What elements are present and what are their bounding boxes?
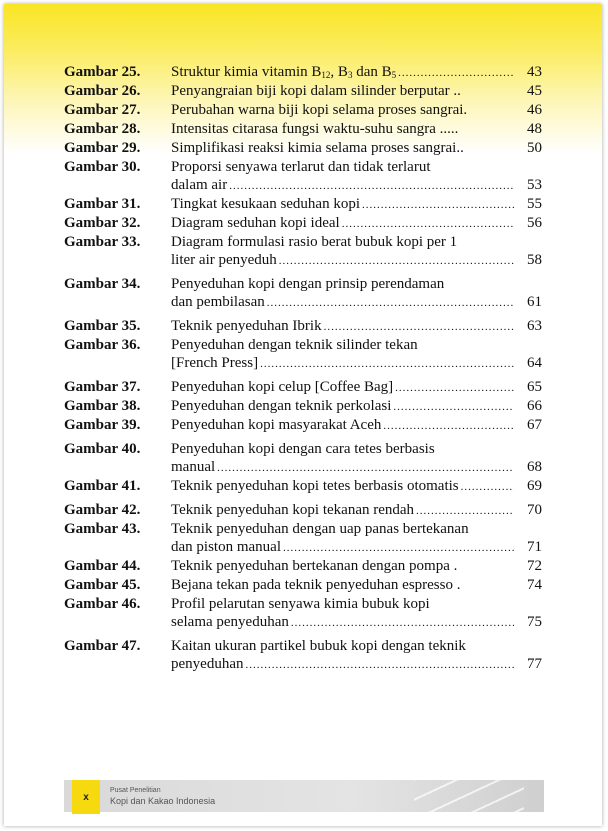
toc-entry[interactable] <box>64 139 542 158</box>
figure-caption <box>171 557 542 576</box>
caption-text: Simplifikasi reaksi kimia selama proses sangrai.. <box>171 140 464 156</box>
caption-line <box>171 501 542 520</box>
caption-text: Penyeduhan kopi dengan cara tetes berbasis <box>171 441 435 457</box>
caption-line <box>171 195 542 214</box>
publisher-line-2: Kopi dan Kakao Indonesia <box>110 796 216 806</box>
figure-label: Gambar 43. <box>64 521 141 537</box>
figure-label: Gambar 34. <box>64 276 141 292</box>
figure-caption <box>171 595 542 632</box>
page-ref: 53 <box>527 177 542 193</box>
page-ref: 67 <box>527 417 542 433</box>
dot-leader <box>324 318 514 336</box>
figure-label: Gambar 26. <box>64 83 141 99</box>
page-ref: 58 <box>527 252 542 268</box>
figure-label: Gambar 29. <box>64 140 141 156</box>
dot-leader <box>383 417 514 435</box>
page-ref: 48 <box>527 121 542 137</box>
toc-entry[interactable] <box>64 576 542 595</box>
caption-line <box>171 416 542 435</box>
caption-line <box>171 557 542 576</box>
page-ref: 69 <box>527 478 542 494</box>
toc-entry[interactable] <box>64 317 542 336</box>
page-ref: 68 <box>527 459 542 475</box>
figure-caption <box>171 637 542 674</box>
caption-line <box>171 293 542 312</box>
figure-caption <box>171 378 542 397</box>
caption-line <box>171 520 542 538</box>
caption-text: Diagram formulasi rasio berat bubuk kopi per 1 <box>171 234 458 250</box>
figure-caption <box>171 397 542 416</box>
caption-text: Proporsi senyawa terlarut dan tidak terlarut <box>171 159 431 175</box>
toc-entry[interactable] <box>64 477 542 496</box>
caption-text: manual <box>171 459 216 475</box>
page-ref: 72 <box>527 558 542 574</box>
figure-caption <box>171 317 542 336</box>
caption-text: Tingkat kesukaan seduhan kopi <box>171 196 361 212</box>
page-ref: 45 <box>527 83 542 99</box>
caption-line <box>171 214 542 233</box>
figure-label: Gambar 36. <box>64 337 141 353</box>
figure-label: Gambar 31. <box>64 196 141 212</box>
caption-text: dan pembilasan <box>171 294 265 310</box>
caption-line <box>171 158 542 176</box>
dot-leader <box>245 656 514 674</box>
caption-text: Penyeduhan kopi masyarakat Aceh <box>171 417 382 433</box>
toc-entry[interactable] <box>64 214 542 233</box>
figure-label: Gambar 40. <box>64 441 141 457</box>
caption-line <box>171 378 542 397</box>
caption-line <box>171 63 542 82</box>
caption-text: liter air penyeduh <box>171 252 277 268</box>
caption-line <box>171 613 542 632</box>
toc-entry[interactable] <box>64 158 542 195</box>
figure-caption <box>171 120 542 139</box>
caption-line <box>171 139 542 158</box>
caption-text: Penyeduhan dengan teknik perkolasi <box>171 398 392 414</box>
toc-entry[interactable] <box>64 101 542 120</box>
caption-text: Kaitan ukuran partikel bubuk kopi dengan teknik <box>171 638 466 654</box>
caption-line <box>171 120 542 139</box>
caption-line <box>171 440 542 458</box>
caption-text: Penyeduhan dengan teknik silinder tekan <box>171 337 418 353</box>
dot-leader <box>291 614 514 632</box>
caption-line <box>171 82 542 101</box>
page-ref: 65 <box>527 379 542 395</box>
figure-caption <box>171 440 542 477</box>
caption-text: Diagram seduhan kopi ideal <box>171 215 340 231</box>
toc-entry[interactable] <box>64 120 542 139</box>
figure-caption <box>171 416 542 435</box>
caption-text: Penyeduhan kopi celup [Coffee Bag] <box>171 379 394 395</box>
figure-caption <box>171 158 542 195</box>
page-ref: 43 <box>527 64 542 80</box>
dot-leader <box>279 252 514 270</box>
figure-caption <box>171 82 542 101</box>
dot-leader <box>395 379 514 397</box>
dot-leader <box>362 196 514 214</box>
dot-leader <box>267 294 514 312</box>
caption-text <box>171 63 396 81</box>
dot-leader <box>217 459 514 477</box>
page-ref: 77 <box>527 656 542 672</box>
figure-label: Gambar 28. <box>64 121 141 137</box>
page-ref: 61 <box>527 294 542 310</box>
figure-caption <box>171 477 542 496</box>
figure-label: Gambar 42. <box>64 502 141 518</box>
caption-text: Penyangraian biji kopi dalam silinder berputar .. <box>171 83 461 99</box>
publisher-label <box>110 786 215 806</box>
caption-text-part: dan B <box>352 64 392 80</box>
caption-text: Profil pelarutan senyawa kimia bubuk kopi <box>171 596 430 612</box>
caption-text-part: , B <box>330 64 348 80</box>
caption-text: dalam air <box>171 177 228 193</box>
page-ref: 74 <box>527 577 542 593</box>
figure-caption <box>171 501 542 520</box>
page-ref: 50 <box>527 140 542 156</box>
caption-text: selama penyeduhan <box>171 614 289 630</box>
page-ref: 75 <box>527 614 542 630</box>
figure-caption <box>171 195 542 214</box>
page-number: x <box>72 780 100 814</box>
figure-label: Gambar 37. <box>64 379 141 395</box>
figure-label: Gambar 33. <box>64 234 141 250</box>
caption-line <box>171 336 542 354</box>
figure-caption <box>171 520 542 557</box>
toc-entry[interactable] <box>64 520 542 557</box>
toc-entry[interactable] <box>64 501 542 520</box>
caption-text: dan piston manual <box>171 539 281 555</box>
caption-text: Bejana tekan pada teknik penyeduhan espresso . <box>171 577 461 593</box>
figure-label: Gambar 39. <box>64 417 141 433</box>
toc-entry[interactable] <box>64 397 542 416</box>
caption-line <box>171 595 542 613</box>
caption-line <box>171 655 542 674</box>
caption-text: Teknik penyeduhan dengan uap panas bertekanan <box>171 521 469 537</box>
caption-text: Intensitas citarasa fungsi waktu-suhu sangra ..... <box>171 121 459 137</box>
caption-line <box>171 354 542 373</box>
toc-entry[interactable] <box>64 275 542 312</box>
caption-text: Teknik penyeduhan kopi tetes berbasis otomatis <box>171 478 459 494</box>
table-of-figures <box>64 63 542 674</box>
figure-label: Gambar 47. <box>64 638 141 654</box>
subscript: 3 <box>347 70 353 80</box>
figure-label: Gambar 32. <box>64 215 141 231</box>
toc-entry[interactable] <box>64 336 542 373</box>
figure-caption <box>171 101 542 120</box>
dot-leader <box>393 398 514 416</box>
figure-caption <box>171 336 542 373</box>
figure-caption <box>171 576 542 595</box>
figure-caption <box>171 233 542 270</box>
figure-label: Gambar 46. <box>64 596 141 612</box>
figure-caption <box>171 214 542 233</box>
figure-caption <box>171 63 542 82</box>
dot-leader <box>398 64 514 82</box>
caption-text: Perubahan warna biji kopi selama proses sangrai. <box>171 102 468 118</box>
caption-text: [French Press] <box>171 355 259 371</box>
figure-label: Gambar 25. <box>64 64 141 80</box>
caption-line <box>171 458 542 477</box>
figure-caption <box>171 139 542 158</box>
toc-entry[interactable] <box>64 595 542 632</box>
toc-entry[interactable] <box>64 195 542 214</box>
caption-text: Teknik penyeduhan Ibrik <box>171 318 322 334</box>
caption-line <box>171 317 542 336</box>
caption-line <box>171 477 542 496</box>
subscript: 12 <box>321 70 331 80</box>
figure-label: Gambar 35. <box>64 318 141 334</box>
publisher-line-1: Pusat Penelitian <box>110 787 161 794</box>
figure-label: Gambar 41. <box>64 478 141 494</box>
dot-leader <box>461 478 514 496</box>
page-ref: 63 <box>527 318 542 334</box>
footer-decoration <box>414 780 524 812</box>
figure-label: Gambar 38. <box>64 398 141 414</box>
toc-entry[interactable] <box>64 416 542 435</box>
page-ref: 71 <box>527 539 542 555</box>
toc-entry[interactable] <box>64 637 542 674</box>
figure-label: Gambar 27. <box>64 102 141 118</box>
figure-label: Gambar 30. <box>64 159 141 175</box>
caption-line <box>171 233 542 251</box>
figure-label: Gambar 45. <box>64 577 141 593</box>
caption-line <box>171 176 542 195</box>
caption-line <box>171 275 542 293</box>
subscript: 5 <box>391 70 397 80</box>
toc-entry[interactable] <box>64 440 542 477</box>
caption-line <box>171 251 542 270</box>
caption-text: Penyeduhan kopi dengan prinsip perendaman <box>171 276 445 292</box>
caption-line <box>171 576 542 595</box>
toc-entry[interactable] <box>64 63 542 82</box>
toc-entry[interactable] <box>64 233 542 270</box>
page-ref: 46 <box>527 102 542 118</box>
page-ref: 55 <box>527 196 542 212</box>
caption-text-part: Struktur kimia vitamin B <box>171 64 322 80</box>
page-ref: 56 <box>527 215 542 231</box>
dot-leader <box>229 177 514 195</box>
caption-line <box>171 538 542 557</box>
figure-label: Gambar 44. <box>64 558 141 574</box>
dot-leader <box>283 539 514 557</box>
caption-line <box>171 637 542 655</box>
toc-entry[interactable] <box>64 82 542 101</box>
caption-line <box>171 101 542 120</box>
dot-leader <box>342 215 514 233</box>
figure-caption <box>171 275 542 312</box>
page-ref: 66 <box>527 398 542 414</box>
page-ref: 64 <box>527 355 542 371</box>
caption-text: Teknik penyeduhan kopi tekanan rendah <box>171 502 415 518</box>
caption-line <box>171 397 542 416</box>
toc-entry[interactable] <box>64 378 542 397</box>
caption-text: Teknik penyeduhan bertekanan dengan pompa . <box>171 558 458 574</box>
dot-leader <box>260 355 514 373</box>
page-ref: 70 <box>527 502 542 518</box>
dot-leader <box>416 502 514 520</box>
toc-entry[interactable] <box>64 557 542 576</box>
caption-text: penyeduhan <box>171 656 244 672</box>
